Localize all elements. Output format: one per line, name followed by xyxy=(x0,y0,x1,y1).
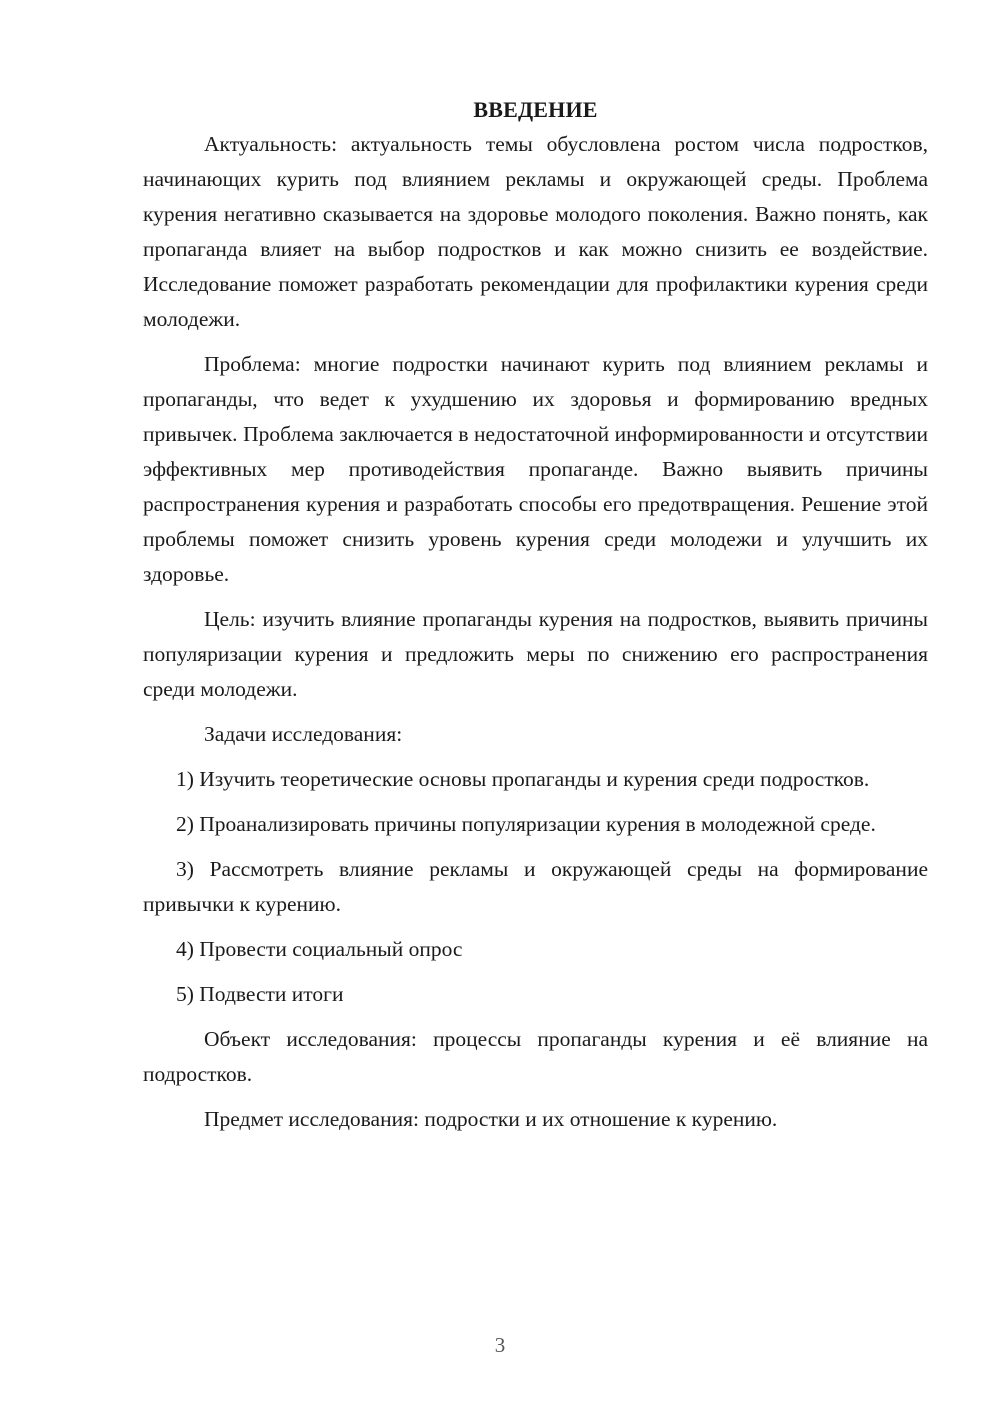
object-paragraph: Объект исследования: процессы пропаганды курения и её влияние на подростков. xyxy=(143,1027,928,1086)
tasks-heading: Задачи исследования: xyxy=(204,722,403,746)
goal-paragraph: Цель: изучить влияние пропаганды курения на подростков, выявить причины популяризации курения и предложить меры по снижению его распространения среди молодежи. xyxy=(143,607,928,701)
task-item-2: 2) Проанализировать причины популяризации курения в молодежной среде. xyxy=(176,812,876,836)
page-number: 3 xyxy=(494,1333,506,1357)
problem-paragraph: Проблема: многие подростки начинают курить под влиянием рекламы и пропаганды, что ведет к ухудшению их здоровья и формированию вредных привычек. Проблема заключается в недостаточной информированности и отсутствии эффективных мер противодействия пропаганде. Важно выявить причины распространения курения и разработать способы его предотвращения. Решение этой проблемы поможет снизить уровень курения среди молодежи и улучшить их здоровье. xyxy=(143,352,928,586)
subject-paragraph: Предмет исследования: подростки и их отношение к курению. xyxy=(204,1107,778,1131)
document-page xyxy=(143,92,928,1147)
task-item-3: 3) Рассмотреть влияние рекламы и окружающей среды на формирование привычки к курению. xyxy=(143,857,928,916)
task-item-5: 5) Подвести итоги xyxy=(176,982,344,1006)
task-item-4: 4) Провести социальный опрос xyxy=(176,937,463,961)
relevance-paragraph: Актуальность: актуальность темы обусловлена ростом числа подростков, начинающих курить под влиянием рекламы и окружающей среды. Проблема курения негативно сказывается на здоровье молодого поколения. Важно понять, как пропаганда влияет на выбор подростков и как можно снизить ее воздействие. Исследование поможет разработать рекомендации для профилактики курения среди молодежи. xyxy=(143,132,928,331)
page-title: ВВЕДЕНИЕ xyxy=(473,97,598,122)
task-item-1: 1) Изучить теоретические основы пропаганды и курения среди подростков. xyxy=(176,767,870,791)
